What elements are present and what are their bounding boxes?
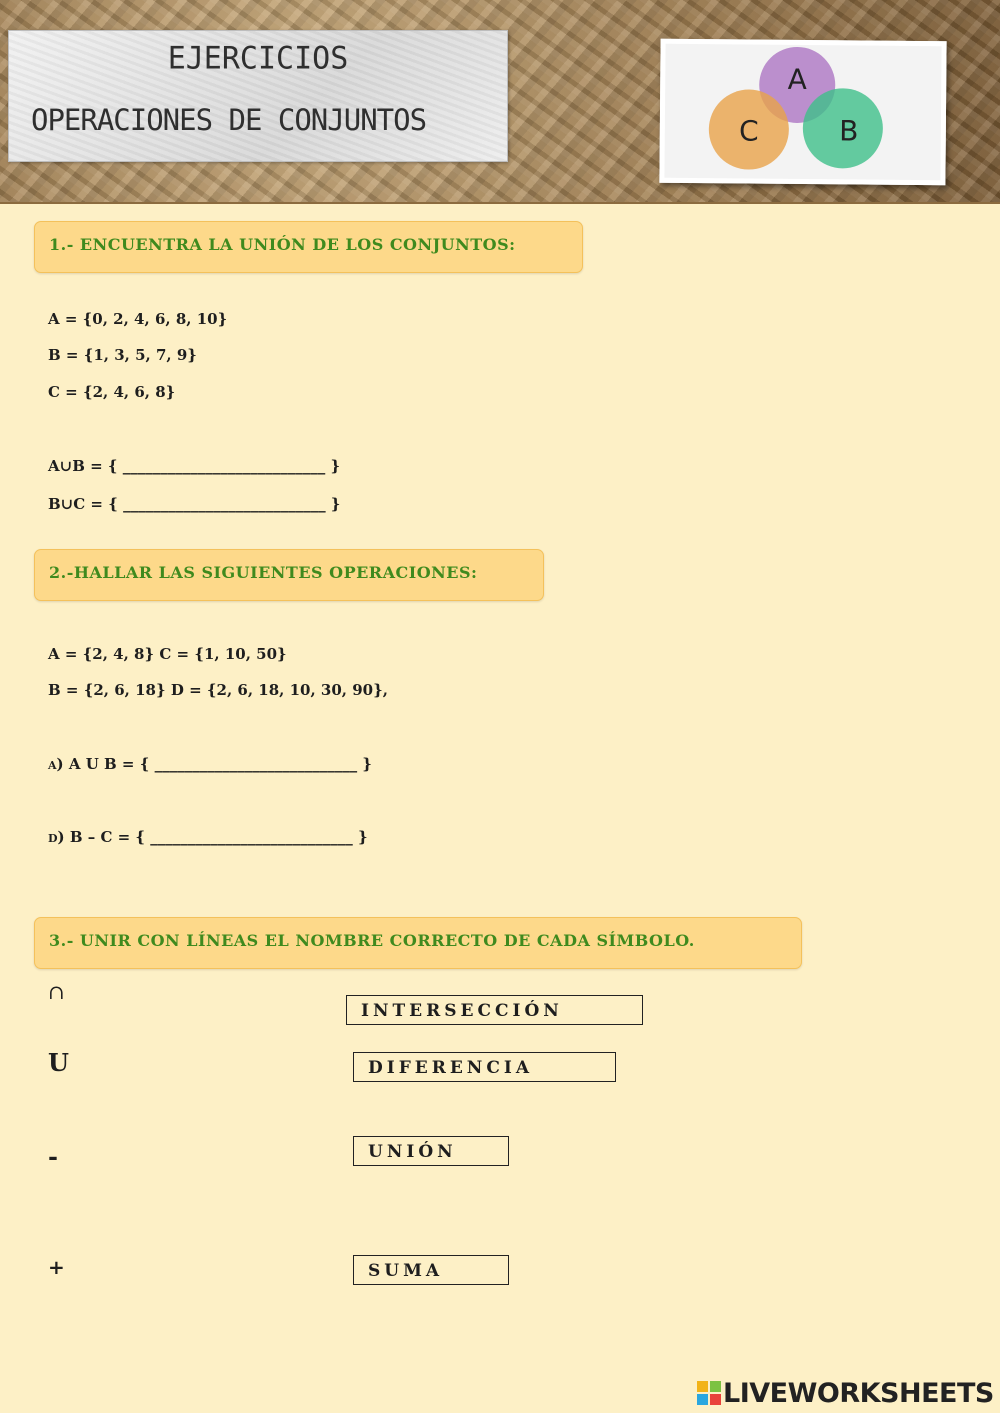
venn-label-a: A <box>787 62 808 97</box>
venn-diagram <box>664 44 941 180</box>
section-2-question-a[interactable]: a) A U B = { ___________________________ } <box>48 755 372 773</box>
symbol-difference[interactable]: - <box>48 1142 58 1171</box>
section-1-heading <box>34 221 583 273</box>
symbol-union[interactable]: U <box>48 1048 69 1077</box>
word-box-diferencia[interactable] <box>353 1052 616 1082</box>
section-2-sets-line-1: A = {2, 4, 8} C = {1, 10, 50} <box>48 645 287 663</box>
header-banner <box>0 0 1000 204</box>
liveworksheets-logo-icon <box>697 1381 721 1405</box>
venn-label-c: C <box>738 114 759 148</box>
section-1-set-b: B = {1, 3, 5, 7, 9} <box>48 346 197 364</box>
word-suma: SUMA <box>368 1261 444 1281</box>
section-1-set-a: A = {0, 2, 4, 6, 8, 10} <box>48 310 228 328</box>
word-box-suma[interactable] <box>353 1255 509 1285</box>
section-1-set-c: C = {2, 4, 6, 8} <box>48 383 176 401</box>
title-box <box>8 30 508 162</box>
section-2-heading <box>34 549 544 601</box>
venn-diagram-card <box>659 39 946 185</box>
liveworksheets-brand[interactable] <box>697 1378 994 1409</box>
word-union: UNIÓN <box>368 1142 457 1162</box>
title-line-2: OPERACIONES DE CONJUNTOS <box>31 103 427 137</box>
venn-label-b: B <box>839 114 859 148</box>
section-2-sets-line-2: B = {2, 6, 18} D = {2, 6, 18, 10, 30, 90}, <box>48 681 388 699</box>
section-3-heading <box>34 917 802 969</box>
section-1-question-2[interactable]: B∪C = { ___________________________ } <box>48 495 341 513</box>
section-2-question-d[interactable]: d) B – C = { ___________________________ } <box>48 828 368 846</box>
word-interseccion: INTERSECCIÓN <box>361 1001 563 1021</box>
symbol-plus[interactable]: + <box>48 1255 65 1279</box>
brand-text: LIVEWORKSHEETS <box>723 1378 994 1409</box>
word-box-interseccion[interactable] <box>346 995 643 1025</box>
section-1-heading-text: 1.- ENCUENTRA LA UNIÓN DE LOS CONJUNTOS: <box>49 235 516 254</box>
word-diferencia: DIFERENCIA <box>368 1058 534 1078</box>
title-line-1: EJERCICIOS <box>167 40 349 77</box>
symbol-intersection[interactable]: ∩ <box>48 980 65 1004</box>
section-1-question-1[interactable]: A∪B = { ___________________________ } <box>48 457 341 475</box>
section-2-heading-text: 2.-HALLAR LAS SIGUIENTES OPERACIONES: <box>49 563 478 582</box>
word-box-union[interactable] <box>353 1136 509 1166</box>
section-3-heading-text: 3.- UNIR CON LÍNEAS EL NOMBRE CORRECTO DE CADA SÍMBOLO. <box>49 931 695 950</box>
